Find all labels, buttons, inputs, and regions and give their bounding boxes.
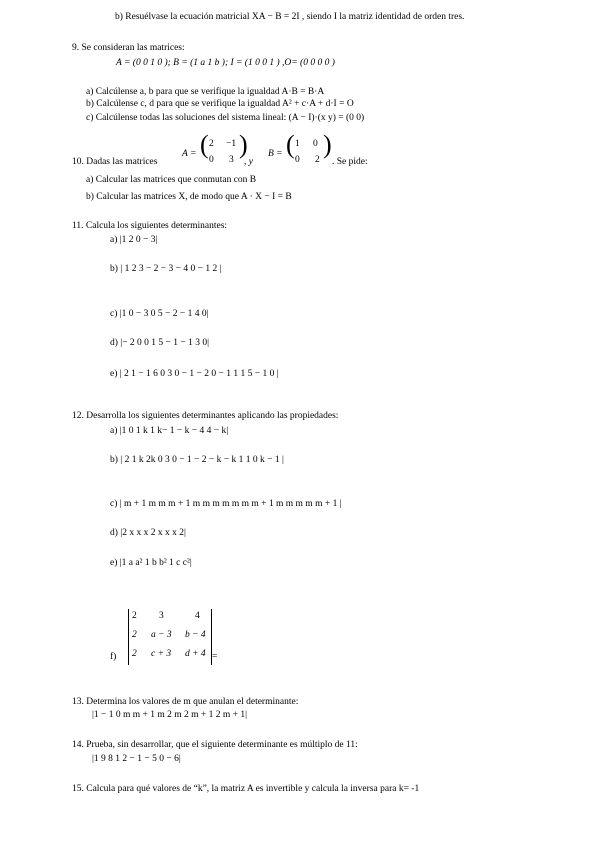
det-cell: 2 — [132, 649, 137, 659]
det-cell: 2 — [132, 611, 137, 621]
q12-title: 12. Desarrolla los siguientes determinantes aplicando las propiedades: — [72, 411, 339, 421]
q12-item-a: a) |1 0 1 k 1 k− 1 − k − 4 4 − k| — [110, 426, 229, 436]
det-cell: d + 4 — [185, 649, 206, 659]
q11-item-a: a) |1 2 0 − 3| — [110, 235, 158, 245]
matrix-b-cell: 1 — [295, 139, 300, 149]
matrix-b-label: B = — [268, 149, 283, 159]
matrix-b-cell: 2 — [315, 155, 320, 165]
det-cell: c + 3 — [151, 649, 172, 659]
q13-determinant: |1 − 1 0 m m + 1 m 2 m 2 m + 1 2 m + 1| — [92, 710, 248, 720]
matrix-b-cell: 0 — [313, 139, 318, 149]
q12-f-equals: = — [212, 652, 218, 662]
q12-item-d: d) |2 x x x 2 x x x 2| — [110, 528, 186, 538]
matrix-b-cell: 0 — [295, 155, 300, 165]
q12-item-c: c) | m + 1 m m m + 1 m m m m m m m + 1 m m m m m + 1 | — [110, 499, 342, 509]
q9-item-b: b) Calcúlense c, d para que se verifique la igualdad A² + c·A + d·I = O — [86, 99, 354, 109]
q12-f-determinant — [128, 609, 212, 665]
det-cell: b − 4 — [185, 630, 206, 640]
q11-item-b: b) | 1 2 3 − 2 − 3 − 4 0 − 1 2 | — [110, 264, 222, 274]
q12-item-e: e) |1 a a² 1 b b² 1 c c²| — [110, 558, 192, 568]
q9-matrix-definitions: A = (0 0 1 0 ); B = (1 a 1 b ); I = (1 0 0 1 ) ,O= (0 0 0 0 ) — [116, 58, 335, 68]
q14-title: 14. Prueba, sin desarrollar, que el siguiente determinante es múltiplo de 11: — [72, 740, 358, 750]
q11-item-d: d) |− 2 0 0 1 5 − 1 − 1 3 0| — [110, 338, 210, 348]
q11-title: 11. Calcula los siguientes determinantes: — [72, 221, 228, 231]
matrix-a-label: A = — [182, 149, 197, 159]
q12-item-b: b) | 2 1 k 2k 0 3 0 − 1 − 2 − k − k 1 1 0 k − 1 | — [110, 455, 284, 465]
exercise-8b-text: b) Resuélvase la ecuación matricial XA − B = 2I , siendo I la matriz identidad de orden tres. — [115, 12, 465, 22]
q10-item-b: b) Calcular las matrices X, de modo que A · X − I = B — [86, 192, 292, 202]
matrix-a-cell: 0 — [209, 155, 214, 165]
det-cell: 2 — [132, 630, 137, 640]
q9-item-c: c) Calcúlense todas las soluciones del sistema lineal: (A − I)·(x y) = (0 0) — [86, 113, 365, 123]
q11-item-e: e) | 2 1 − 1 6 0 3 0 − 1 − 2 0 − 1 1 1 5 − 1 0 | — [110, 369, 279, 379]
det-cell: 3 — [159, 611, 164, 621]
q10-and: , y — [244, 157, 253, 167]
q10-item-a: a) Calcular las matrices que conmutan con B — [86, 175, 257, 185]
matrix-a-cell: 3 — [229, 155, 234, 165]
q13-title: 13. Determina los valores de m que anulan el determinante: — [72, 697, 299, 707]
q9-title: 9. Se consideran las matrices: — [72, 43, 185, 53]
q11-item-c: c) |1 0 − 3 0 5 − 2 − 1 4 0| — [110, 309, 209, 319]
q10-matrix-a: A = ( 2 −1 0 3 ) — [182, 130, 248, 165]
q9-item-a: a) Calcúlense a, b para que se verifique la igualdad A·B = B·A — [86, 87, 325, 97]
q10-title: 10. Dadas las matrices — [72, 157, 158, 167]
q15-title: 15. Calcula para qué valores de “k”, la matriz A es invertible y calcula la inversa para k= -1 — [72, 784, 420, 794]
det-cell: 4 — [195, 611, 200, 621]
matrix-a-cell: 2 — [209, 139, 214, 149]
det-cell: a − 3 — [151, 630, 172, 640]
q10-se-pide: . Se pide: — [332, 157, 368, 167]
q12-item-f-label: f) — [110, 652, 117, 662]
matrix-a-cell: −1 — [226, 139, 237, 149]
q14-determinant: |1 9 8 1 2 − 1 − 5 0 − 6| — [92, 754, 181, 764]
q10-matrix-b: B = ( 1 0 0 2 ) — [268, 130, 332, 165]
